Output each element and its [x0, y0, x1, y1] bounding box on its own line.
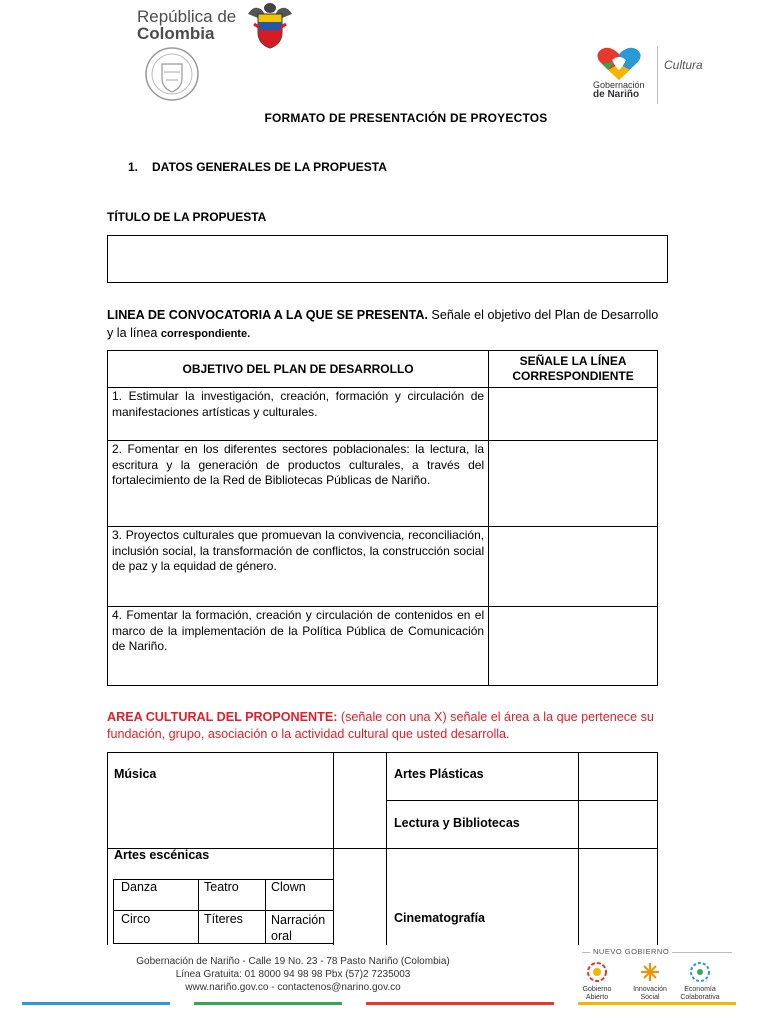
narino-line: de Nariño [593, 89, 640, 100]
cultura-label: Cultura [664, 58, 703, 72]
objective-text: 2. Fomentar en los diferentes sectores poblacionales: la lectura, la escritura y la generación de productos culturales, a través del fortalecimiento de la Red de Bibliotecas Públicas de Nariño. [108, 441, 489, 527]
linea-convocatoria-paragraph [107, 306, 667, 343]
area-danza: Danza [121, 880, 158, 894]
footer-contact [128, 955, 458, 994]
pillar1-line1: Gobierno [582, 986, 612, 993]
table-row [108, 388, 658, 441]
titulo-label: TÍTULO DE LA PROPUESTA [107, 210, 267, 224]
grid-line [107, 752, 334, 753]
objective-mark-cell[interactable] [489, 441, 658, 527]
republica-line: República de [137, 7, 237, 26]
table-row [108, 527, 658, 607]
area-narracion-oral [271, 912, 325, 944]
area-titeres: Títeres [204, 912, 243, 926]
table-row [108, 607, 658, 686]
pillar2-line1: Innovación [633, 986, 667, 993]
objective-mark-cell[interactable] [489, 388, 658, 441]
objectives-table [107, 350, 658, 686]
grid-line [386, 848, 658, 849]
area-bold: AREA CULTURAL DEL PROPONENTE: [107, 710, 338, 724]
linea-text: Señale el objetivo del Plan de Desarrollo y la línea [107, 308, 659, 340]
grid-line [578, 752, 579, 945]
footer-phone: Línea Gratuita: 01 8000 94 98 98 Pbx (57)2 7235003 [175, 969, 411, 980]
grid-line [333, 848, 387, 849]
footer-bar-blue [22, 1002, 170, 1005]
table-row [108, 441, 658, 527]
grid-line [386, 800, 658, 801]
area-musica: Música [114, 767, 157, 781]
grid-line [265, 879, 266, 943]
col-header-objetivo: OBJETIVO DEL PLAN DE DESARROLLO [108, 351, 489, 388]
economia-colaborativa-icon [688, 960, 712, 984]
footer-bar-yellow [578, 1002, 736, 1005]
grid-line [113, 910, 334, 911]
pillar3-line2: Colaborativa [680, 994, 720, 1001]
area-lectura: Lectura y Bibliotecas [394, 816, 520, 830]
footer-bar-red [366, 1002, 554, 1005]
gobierno-abierto-icon [585, 960, 609, 984]
linea-bold: LINEA DE CONVOCATORIA A LA QUE SE PRESENTA. [107, 308, 428, 322]
gobernacion-narino-heart-icon [594, 46, 644, 82]
col-header-senale: SEÑALE LA LÍNEA CORRESPONDIENTE [489, 351, 658, 388]
section-number: 1. [128, 160, 139, 174]
grid-line [113, 879, 114, 943]
pillar-economia-colaborativa [674, 986, 726, 1002]
narino-seal-icon [144, 46, 200, 102]
grid-line [386, 752, 658, 753]
objective-text: 3. Proyectos culturales que promuevan la convivencia, reconciliación, inclusión social, la transformación de conflictos, la construcción social de paz y la equidad de género. [108, 527, 489, 607]
innovacion-social-icon [638, 960, 662, 984]
area-clown: Clown [271, 880, 306, 894]
section-title: DATOS GENERALES DE LA PROPUESTA [152, 160, 387, 174]
linea-small: correspondiente. [160, 328, 251, 340]
republica-de-colombia-logo-text [137, 8, 236, 42]
grid-line [657, 752, 658, 945]
pillar-innovacion-social [624, 986, 676, 1002]
area-cinematografia: Cinematografía [394, 911, 485, 925]
footer-web: www.nariño.gov.co - contactenos@narino.gov.co [185, 982, 401, 993]
area-artes-escenicas: Artes escénicas [114, 848, 210, 862]
objective-mark-cell[interactable] [489, 527, 658, 607]
nuevo-gobierno-label: NUEVO GOBIERNO [590, 947, 672, 956]
objective-text: 1. Estimular la investigación, creación, formación y circulación de manifestaciones artísticas y culturales. [108, 388, 489, 441]
objective-mark-cell[interactable] [489, 607, 658, 686]
pillar3-line1: Economía [684, 986, 716, 993]
pillar2-line2: Social [640, 994, 660, 1001]
gobernacion-line: Gobernación [593, 80, 645, 90]
area-cultural-paragraph [107, 709, 667, 743]
section-heading [128, 160, 387, 174]
footer-address: Gobernación de Nariño - Calle 19 No. 23 - 78 Pasto Nariño (Colombia) [136, 956, 450, 967]
pillar-gobierno-abierto [571, 986, 623, 1002]
narracion-line2: oral [271, 929, 292, 943]
area-teatro: Teatro [204, 880, 239, 894]
grid-line [333, 752, 387, 753]
grid-line [198, 879, 199, 943]
pillar1-line2: Abierto [585, 994, 609, 1001]
area-text: (señale con una X) señale el área a la que pertenece su fundación, grupo, asociación o la actividad cultural que usted desarrolla. [107, 710, 654, 741]
table-header-row [108, 351, 658, 388]
header-divider [657, 46, 658, 104]
gobernacion-narino-text [593, 80, 645, 100]
area-circo: Circo [121, 912, 151, 926]
titulo-input-box[interactable] [107, 235, 668, 283]
area-artes-plasticas: Artes Plásticas [394, 767, 484, 781]
footer-bar-green [194, 1002, 342, 1005]
objective-text: 4. Fomentar la formación, creación y circulación de contenidos en el marco de la implementación de la Política Pública de Comunicación de Nariño. [108, 607, 489, 686]
colombia-line: Colombia [137, 24, 215, 43]
narracion-line1: Narración [271, 913, 326, 927]
document-title: FORMATO DE PRESENTACIÓN DE PROYECTOS [264, 111, 548, 125]
coat-of-arms-icon [244, 2, 296, 50]
